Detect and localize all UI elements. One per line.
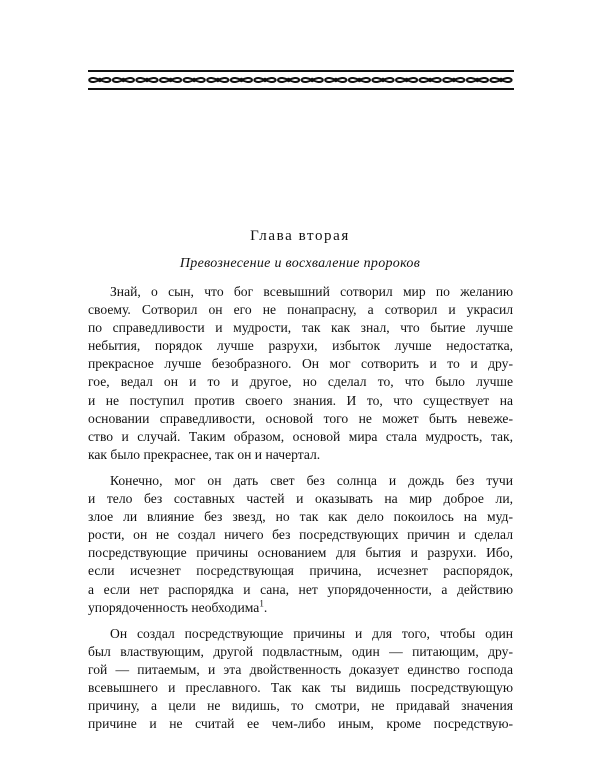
ornament-dot (404, 78, 408, 82)
text-line: а если нет распорядка и сана, нет упорядоченности, а действию (88, 581, 513, 597)
ornament-dot (452, 78, 456, 82)
text-line: Он создал посредствующие причины и для того, чтобы один (110, 625, 513, 641)
decorative-border-ornament (88, 70, 514, 90)
text-line: был властвующим, другой подвластным, один — питающим, дру- (88, 643, 513, 659)
ornament-dot (121, 78, 125, 82)
text-line: прекрасное лучше безобразного. Он мог сотворить и то и дру- (88, 356, 513, 372)
sentence-period: . (263, 599, 268, 615)
ornament-dot (216, 78, 220, 82)
ornament-dot (168, 78, 172, 82)
ornament-dot (263, 78, 267, 82)
text-line: всевышнего и преславного. Так как ты видишь посредствующую (88, 679, 513, 695)
ornament-dot (499, 78, 503, 82)
ornament-dot (239, 78, 243, 82)
ornament-dot (475, 78, 479, 82)
ornament-dot (428, 78, 432, 82)
footnote-mark: 1 (259, 598, 264, 609)
ornament-dot (334, 78, 338, 82)
text-line-content: упорядоченность необходима (88, 599, 260, 615)
paragraph (88, 472, 513, 617)
text-line: по справедливости и мудрости, так как знал, что бытие лучше (88, 320, 513, 336)
ornament-dot (192, 78, 196, 82)
text-line: основании справедливости, основой того не может быть невеже- (88, 410, 513, 426)
ornament-dot (98, 78, 102, 82)
chapter-subtitle: Превознесение и восхваление пророков (179, 256, 421, 271)
text-line: посредствующие причины основанием для бытия и разрухи. Ибо, (88, 545, 513, 561)
text-line-with-footnote (88, 599, 513, 617)
ornament-dot (310, 78, 314, 82)
text-line: своему. Сотворил он его не понапрасну, а сотворил и украсил (88, 302, 513, 318)
text-line: ство и случай. Таким образом, основой мира стала мудрость, так, (88, 428, 513, 444)
text-body (88, 283, 513, 741)
paragraph (88, 625, 513, 734)
text-line: как было прекраснее, так он и начертал. (88, 446, 321, 462)
text-line: злое ли влияние без звезд, но так как дело покоилось на муд- (88, 509, 513, 525)
text-line: гое, ведал он и то и другое, но сделал то, что было лучше (88, 374, 513, 390)
text-line: и тело без составных частей и оказывать на мир доброе ли, (88, 491, 513, 507)
text-line: Знай, о сын, что бог всевышний сотворил мир по желанию (110, 284, 513, 299)
ornament-dot (145, 78, 149, 82)
text-line: рости, он не создал ничего без посредствующих причин и сделал (88, 527, 513, 543)
text-line: если исчезнет посредствующая причина, исчезнет распорядок, (88, 563, 513, 579)
ornament-dot (357, 78, 361, 82)
text-line: причине и не считай ее чем-либо иным, кроме посредствую- (88, 716, 513, 732)
text-line: гой — питаемым, и эта двойственность доказует единство господа (88, 661, 513, 677)
ornament-dot (286, 78, 290, 82)
ornament-dot (381, 78, 385, 82)
text-line: и не поступил против своего знания. И то, что существует на (88, 392, 513, 408)
text-line: Конечно, мог он дать свет без солнца и дождь без тучи (110, 472, 513, 488)
paragraph (88, 283, 513, 464)
chapter-title: Глава вторая (250, 228, 350, 244)
text-line: причину, а цели не видишь, то смотри, не придавай значения (88, 698, 513, 714)
text-line: небытия, порядок лучше разрухи, избыток лучше недостатка, (88, 338, 513, 354)
